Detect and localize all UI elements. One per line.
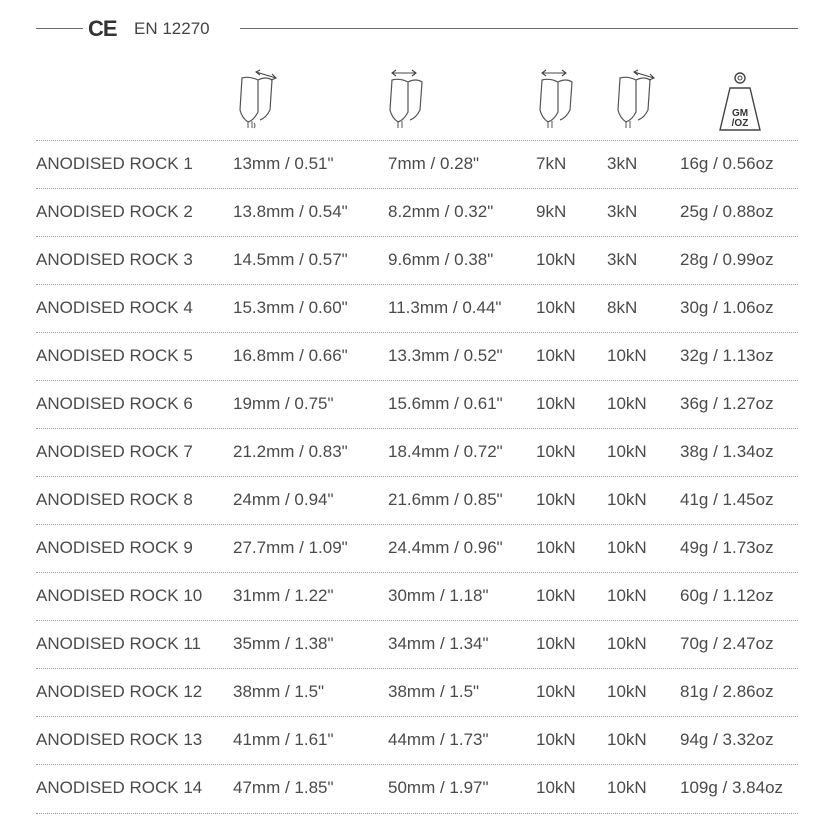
width-value: 19mm / 0.75" bbox=[233, 394, 334, 413]
product-name: ANODISED ROCK 3 bbox=[36, 250, 193, 269]
width-value: 38mm / 1.5" bbox=[233, 682, 325, 701]
strength-side-value: 10kN bbox=[536, 538, 576, 557]
depth-value: 21.6mm / 0.85" bbox=[388, 490, 503, 509]
product-name: ANODISED ROCK 13 bbox=[36, 730, 203, 749]
strength-front-value: 10kN bbox=[607, 442, 647, 461]
depth-value: 11.3mm / 0.44" bbox=[388, 298, 502, 317]
strength-front-value: 8kN bbox=[607, 298, 638, 317]
table-row bbox=[36, 668, 798, 717]
strength-side-value: 7kN bbox=[536, 154, 567, 173]
width-value: 31mm / 1.22" bbox=[233, 586, 334, 605]
strength-side-value: 9kN bbox=[536, 202, 567, 221]
strength-side-icon bbox=[536, 68, 580, 132]
table-row bbox=[36, 572, 798, 621]
table-row bbox=[36, 476, 798, 525]
weight-value: 41g / 1.45oz bbox=[680, 490, 774, 509]
strength-side-value: 10kN bbox=[536, 442, 576, 461]
strength-front-value: 10kN bbox=[607, 682, 647, 701]
product-name: ANODISED ROCK 12 bbox=[36, 682, 203, 701]
depth-value: 13.3mm / 0.52" bbox=[388, 346, 503, 365]
strength-side-value: 10kN bbox=[536, 634, 576, 653]
strength-side-value: 10kN bbox=[536, 490, 576, 509]
product-name: ANODISED ROCK 9 bbox=[36, 538, 193, 557]
table-row bbox=[36, 620, 798, 669]
product-name: ANODISED ROCK 4 bbox=[36, 298, 193, 317]
strength-front-value: 10kN bbox=[607, 394, 647, 413]
strength-side-value: 10kN bbox=[536, 394, 576, 413]
strength-front-value: 10kN bbox=[607, 586, 647, 605]
strength-front-value: 10kN bbox=[607, 490, 647, 509]
product-name: ANODISED ROCK 2 bbox=[36, 202, 193, 221]
width-value: 15.3mm / 0.60" bbox=[233, 298, 348, 317]
strength-front-value: 3kN bbox=[607, 250, 638, 269]
table-row bbox=[36, 524, 798, 573]
width-value: 47mm / 1.85" bbox=[233, 778, 334, 797]
table-row bbox=[36, 284, 798, 333]
weight-value: 60g / 1.12oz bbox=[680, 586, 774, 605]
depth-value: 34mm / 1.34" bbox=[388, 634, 489, 653]
depth-value: 44mm / 1.73" bbox=[388, 730, 489, 749]
strength-front-value: 10kN bbox=[607, 346, 647, 365]
depth-icon bbox=[386, 68, 430, 132]
product-name: ANODISED ROCK 1 bbox=[36, 154, 193, 173]
depth-value: 30mm / 1.18" bbox=[388, 586, 489, 605]
width-value: 27.7mm / 1.09" bbox=[233, 538, 348, 557]
weight-value: 49g / 1.73oz bbox=[680, 538, 774, 557]
table-row bbox=[36, 140, 798, 189]
weight-value: 28g / 0.99oz bbox=[680, 250, 774, 269]
table-row bbox=[36, 380, 798, 429]
strength-side-value: 10kN bbox=[536, 586, 576, 605]
standard-label: EN 12270 bbox=[134, 19, 210, 38]
strength-side-value: 10kN bbox=[536, 298, 576, 317]
strength-front-value: 3kN bbox=[607, 154, 638, 173]
width-icon bbox=[236, 68, 280, 132]
strength-front-value: 3kN bbox=[607, 202, 638, 221]
product-name: ANODISED ROCK 7 bbox=[36, 442, 193, 461]
svg-text:GM: GM bbox=[731, 108, 749, 119]
weight-value: 70g / 2.47oz bbox=[680, 634, 774, 653]
weight-value: 36g / 1.27oz bbox=[680, 394, 774, 413]
depth-value: 7mm / 0.28" bbox=[388, 154, 480, 173]
depth-value: 24.4mm / 0.96" bbox=[388, 538, 503, 557]
depth-value: 38mm / 1.5" bbox=[388, 682, 480, 701]
strength-side-value: 10kN bbox=[536, 250, 576, 269]
width-value: 21.2mm / 0.83" bbox=[233, 442, 348, 461]
width-value: 14.5mm / 0.57" bbox=[233, 250, 348, 269]
header-rule-right bbox=[240, 28, 798, 29]
table-row bbox=[36, 764, 798, 814]
weight-value: 38g / 1.34oz bbox=[680, 442, 774, 461]
strength-front-value: 10kN bbox=[607, 778, 647, 797]
depth-value: 18.4mm / 0.72" bbox=[388, 442, 503, 461]
table-row bbox=[36, 236, 798, 285]
weight-value: 30g / 1.06oz bbox=[680, 298, 774, 317]
weight-icon bbox=[716, 70, 764, 134]
weight-value: 94g / 3.32oz bbox=[680, 730, 774, 749]
weight-value: 81g / 2.86oz bbox=[680, 682, 774, 701]
product-name: ANODISED ROCK 10 bbox=[36, 586, 203, 605]
table-row bbox=[36, 332, 798, 381]
weight-value: 25g / 0.88oz bbox=[680, 202, 774, 221]
strength-side-value: 10kN bbox=[536, 346, 576, 365]
product-name: ANODISED ROCK 14 bbox=[36, 778, 203, 797]
width-value: 13mm / 0.51" bbox=[233, 154, 334, 173]
width-value: 35mm / 1.38" bbox=[233, 634, 334, 653]
weight-value: 109g / 3.84oz bbox=[680, 778, 784, 797]
product-name: ANODISED ROCK 8 bbox=[36, 490, 193, 509]
width-value: 24mm / 0.94" bbox=[233, 490, 334, 509]
ce-mark: CE bbox=[88, 16, 117, 41]
strength-side-value: 10kN bbox=[536, 682, 576, 701]
product-name: ANODISED ROCK 5 bbox=[36, 346, 193, 365]
product-name: ANODISED ROCK 11 bbox=[36, 634, 202, 653]
strength-front-value: 10kN bbox=[607, 730, 647, 749]
table-row bbox=[36, 428, 798, 477]
table-row bbox=[36, 188, 798, 237]
product-name: ANODISED ROCK 6 bbox=[36, 394, 193, 413]
standard-header bbox=[36, 16, 798, 42]
strength-side-value: 10kN bbox=[536, 730, 576, 749]
strength-front-value: 10kN bbox=[607, 634, 647, 653]
width-value: 16.8mm / 0.66" bbox=[233, 346, 348, 365]
strength-front-icon bbox=[614, 68, 658, 132]
depth-value: 9.6mm / 0.38" bbox=[388, 250, 494, 269]
table-row bbox=[36, 716, 798, 765]
strength-front-value: 10kN bbox=[607, 538, 647, 557]
depth-value: 8.2mm / 0.32" bbox=[388, 202, 494, 221]
strength-side-value: 10kN bbox=[536, 778, 576, 797]
depth-value: 50mm / 1.97" bbox=[388, 778, 489, 797]
depth-value: 15.6mm / 0.61" bbox=[388, 394, 503, 413]
weight-value: 16g / 0.56oz bbox=[680, 154, 774, 173]
width-value: 41mm / 1.61" bbox=[233, 730, 334, 749]
weight-value: 32g / 1.13oz bbox=[680, 346, 774, 365]
width-value: 13.8mm / 0.54" bbox=[233, 202, 348, 221]
svg-text:/OZ: /OZ bbox=[731, 118, 749, 129]
header-rule-left bbox=[36, 28, 83, 29]
